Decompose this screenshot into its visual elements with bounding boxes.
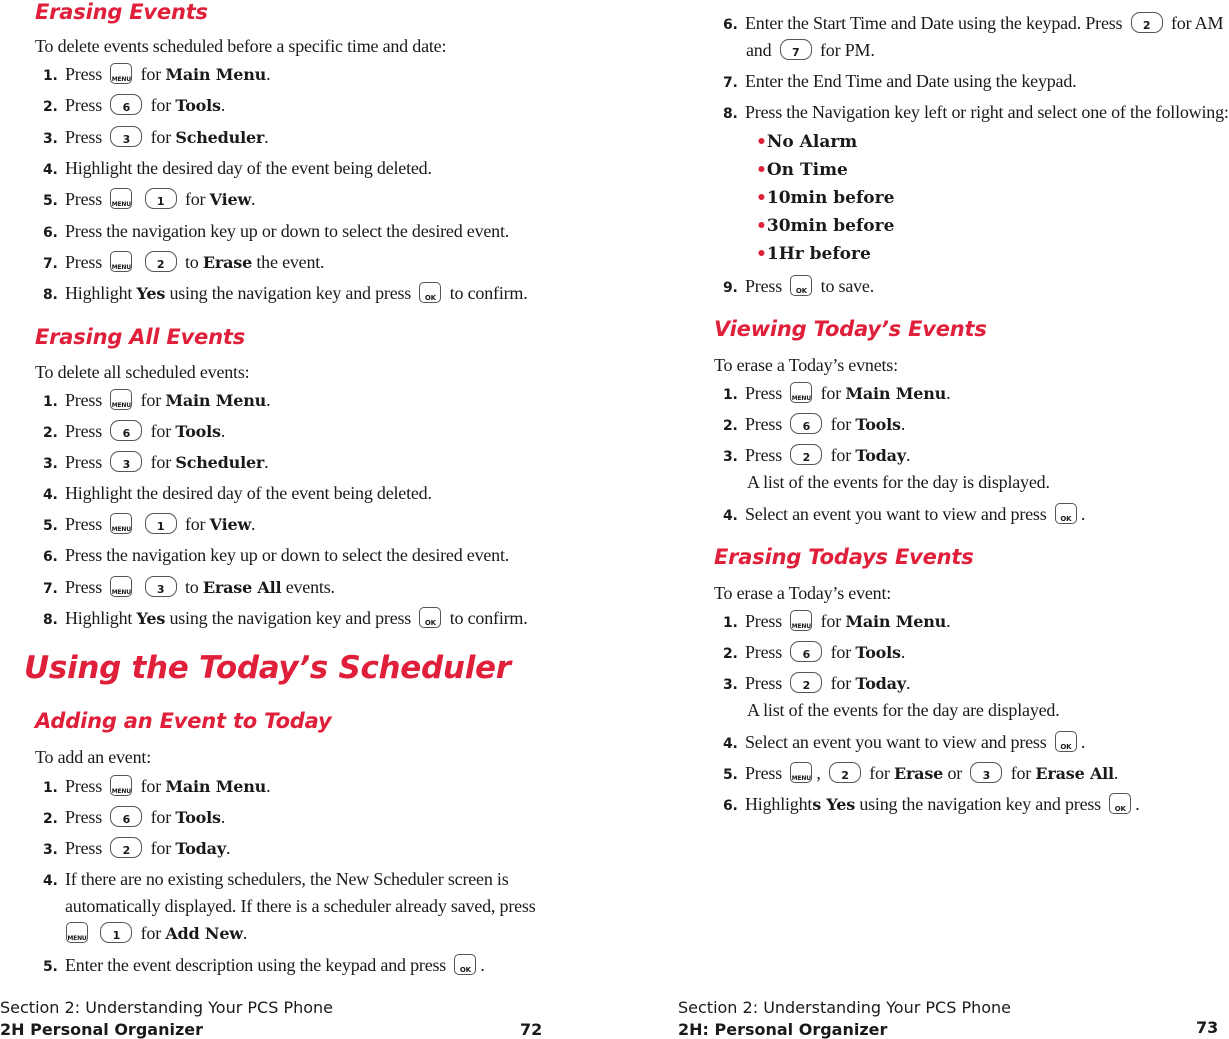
- step: 4. If there are no existing schedulers, the New Scheduler screen is: [43, 869, 509, 889]
- ok-key-icon: OK: [419, 282, 441, 303]
- key-6-icon: 6: [110, 420, 142, 441]
- step-note: A list of the events for the day are displayed.: [747, 700, 1060, 720]
- step: 9. Press OK to save.: [723, 276, 875, 296]
- step-note: A list of the events for the day is displayed.: [747, 472, 1050, 492]
- step: 4. Highlight the desired day of the event being deleted.: [43, 483, 432, 503]
- menu-key-icon: MENU: [110, 389, 132, 410]
- intro-erasing-events: To delete events scheduled before a specific time and date:: [35, 36, 447, 56]
- step: 5. Press MENU 1 for View.: [43, 514, 256, 534]
- menu-key-icon: MENU: [790, 610, 812, 631]
- key-2-icon: 2: [1131, 12, 1163, 33]
- page-number: 72: [520, 1020, 543, 1039]
- ok-key-icon: OK: [419, 607, 441, 628]
- step: 6. Press the navigation key up or down to select the desired event.: [43, 221, 510, 241]
- menu-key-icon: MENU: [110, 63, 132, 84]
- intro-adding: To add an event:: [35, 747, 151, 767]
- step: 8. Press the Navigation key left or right and select one of the following:: [723, 102, 1229, 122]
- menu-key-icon: MENU: [110, 251, 132, 272]
- menu-key-icon: MENU: [110, 576, 132, 597]
- menu-key-icon: MENU: [110, 513, 132, 534]
- step-continuation: automatically displayed. If there is a scheduler already saved, press: [65, 896, 536, 916]
- step: 2. Press 6 for Tools.: [43, 95, 226, 115]
- step: 3. Press 2 for Today.: [723, 445, 911, 465]
- step: 3. Press 2 for Today.: [43, 838, 231, 858]
- step: 3. Press 2 for Today.: [723, 673, 911, 693]
- footer-section: Section 2: Understanding Your PCS Phone: [0, 998, 334, 1017]
- intro-erasing-all: To delete all scheduled events:: [35, 362, 250, 382]
- step: 4. Highlight the desired day of the event being deleted.: [43, 158, 432, 178]
- step: 2. Press 6 for Tools.: [723, 414, 906, 434]
- key-1-icon: 1: [100, 922, 132, 943]
- key-1-icon: 1: [145, 188, 177, 209]
- step: 5. Press MENU 1 for View.: [43, 189, 256, 209]
- footer-chapter: 2H: Personal Organizer: [678, 1020, 888, 1039]
- step: 1. Press MENU for Main Menu.: [723, 383, 951, 403]
- step: 5. Press MENU , 2 for Erase or 3 for Erase All.: [723, 763, 1119, 783]
- step: 2. Press 6 for Tools.: [43, 421, 226, 441]
- step: 4. Select an event you want to view and press OK .: [723, 504, 1086, 524]
- key-7-icon: 7: [780, 39, 812, 60]
- heading-erasing-todays-events: Erasing Todays Events: [714, 545, 974, 569]
- footer-section: Section 2: Understanding Your PCS Phone: [678, 998, 1012, 1017]
- alarm-option: •No Alarm: [756, 132, 858, 152]
- key-6-icon: 6: [110, 806, 142, 827]
- step: 7. Enter the End Time and Date using the keypad.: [723, 71, 1077, 91]
- step-continuation: MENU 1 for Add New.: [67, 923, 248, 943]
- step: 7. Press MENU 3 to Erase All events.: [43, 577, 335, 597]
- key-6-icon: 6: [790, 413, 822, 434]
- alarm-option: •On Time: [756, 160, 848, 180]
- menu-key-icon: MENU: [790, 762, 812, 783]
- heading-viewing-todays-events: Viewing Today’s Events: [714, 317, 987, 341]
- step-continuation: and 7 for PM.: [746, 40, 875, 60]
- key-3-icon: 3: [110, 126, 142, 147]
- step: 2. Press 6 for Tools.: [43, 807, 226, 827]
- step: 6. Highlights Yes using the navigation key and press OK .: [723, 794, 1140, 814]
- menu-key-icon: MENU: [110, 188, 132, 209]
- key-2-icon: 2: [790, 672, 822, 693]
- step: 8. Highlight Yes using the navigation key and press OK to confirm.: [43, 283, 528, 303]
- step: 1. Press MENU for Main Menu.: [43, 776, 271, 796]
- footer-chapter: 2H Personal Organizer: [0, 1020, 203, 1039]
- menu-key-icon: MENU: [110, 775, 132, 796]
- key-3-icon: 3: [145, 576, 177, 597]
- ok-key-icon: OK: [1055, 731, 1077, 752]
- key-2-icon: 2: [145, 251, 177, 272]
- alarm-option: •30min before: [756, 216, 895, 236]
- step: 3. Press 3 for Scheduler.: [43, 127, 269, 147]
- step: 4. Select an event you want to view and press OK .: [723, 732, 1086, 752]
- key-2-icon: 2: [110, 837, 142, 858]
- step: 6. Enter the Start Time and Date using the keypad. Press 2 for AM: [723, 13, 1224, 33]
- right-page: [609, 0, 1229, 1039]
- step: 6. Press the navigation key up or down to select the desired event.: [43, 545, 510, 565]
- alarm-option: •1Hr before: [756, 244, 871, 264]
- heading-erasing-events: Erasing Events: [35, 0, 208, 24]
- left-page: [0, 0, 609, 1039]
- ok-key-icon: OK: [1109, 793, 1131, 814]
- key-1-icon: 1: [145, 513, 177, 534]
- page-number: 73: [1196, 1018, 1219, 1037]
- step: 1. Press MENU for Main Menu.: [43, 64, 271, 84]
- menu-key-icon: MENU: [66, 922, 88, 943]
- key-6-icon: 6: [110, 94, 142, 115]
- heading-using-todays-scheduler: Using the Today’s Scheduler: [24, 650, 511, 686]
- step: 3. Press 3 for Scheduler.: [43, 452, 269, 472]
- intro-erasing-todays: To erase a Today’s event:: [714, 583, 892, 603]
- step: 1. Press MENU for Main Menu.: [723, 611, 951, 631]
- key-6-icon: 6: [790, 641, 822, 662]
- key-2-icon: 2: [790, 444, 822, 465]
- ok-key-icon: OK: [1055, 503, 1077, 524]
- step: 7. Press MENU 2 to Erase the event.: [43, 252, 325, 272]
- menu-key-icon: MENU: [790, 382, 812, 403]
- step: 8. Highlight Yes using the navigation key and press OK to confirm.: [43, 608, 528, 628]
- heading-erasing-all-events: Erasing All Events: [35, 325, 245, 349]
- heading-adding-event: Adding an Event to Today: [35, 709, 332, 733]
- step: 1. Press MENU for Main Menu.: [43, 390, 271, 410]
- key-3-icon: 3: [970, 762, 1002, 783]
- step: 5. Enter the event description using the keypad and press OK .: [43, 955, 485, 975]
- key-2-icon: 2: [829, 762, 861, 783]
- intro-viewing: To erase a Today’s evnets:: [714, 355, 898, 375]
- step: 2. Press 6 for Tools.: [723, 642, 906, 662]
- ok-key-icon: OK: [454, 954, 476, 975]
- key-3-icon: 3: [110, 451, 142, 472]
- ok-key-icon: OK: [790, 275, 812, 296]
- alarm-option: •10min before: [756, 188, 895, 208]
